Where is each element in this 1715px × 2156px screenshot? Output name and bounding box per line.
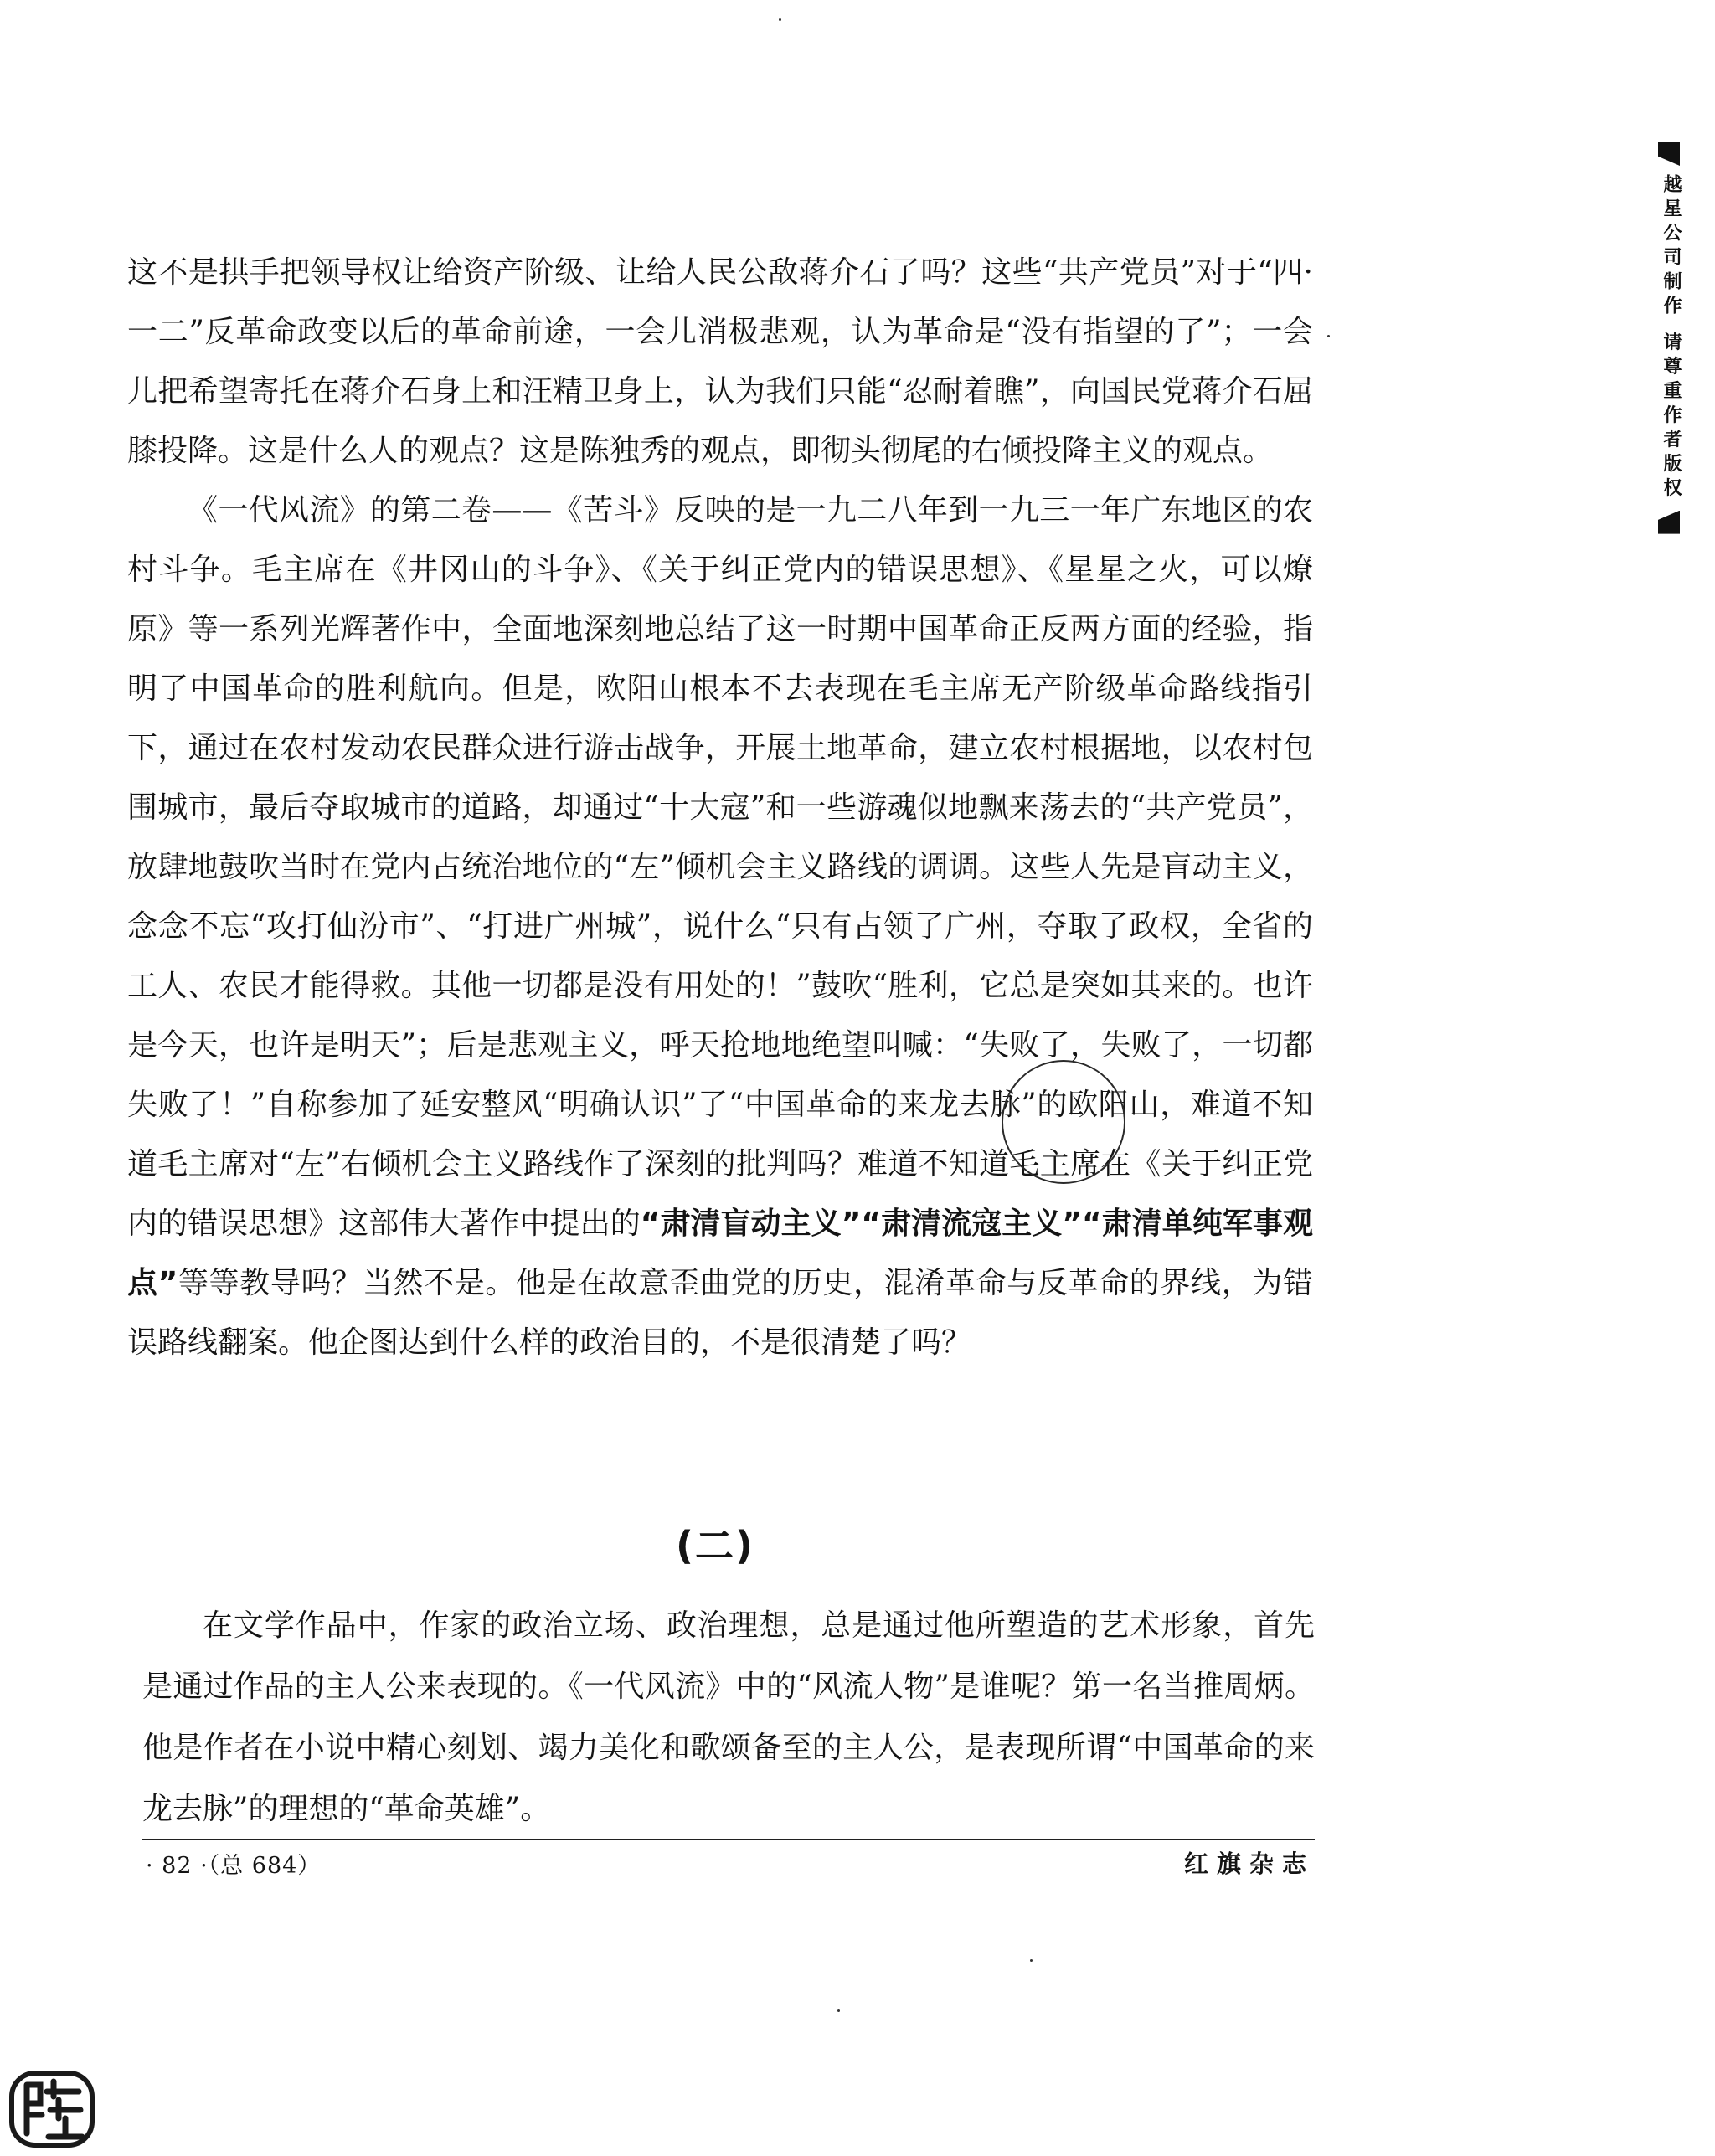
paragraph-1 [127, 243, 1313, 481]
copyright-side-strip [1653, 142, 1697, 534]
footer-divider [142, 1839, 1315, 1840]
paragraph-2-text-a: 《一代风流》的第二卷——《苦斗》反映的是一九二八年到一九三一年广东地区的农村斗争。毛主席在《井冈山的斗争》、《关于纠正党内的错误思想》、《星星之火，可以燎原》等一系列光辉著作中，全面地深刻地总结了这一时期中国革命正反两方面的经验，指明了中国革命的胜利航向。但是，欧阳山根本不去表现在毛主席无产阶级革命路线指引下，通过在农村发动农民群众进行游击战争，开展土地革命，建立农村根据地，以农村包围城市，最后夺取城市的道路，却通过“十大寇”和一些游魂似地飘来荡去的“共产党员”，放肆地鼓吹当时在党内占统治地位的“左”倾机会主义路线的调调。这些人先是盲动主义，念念不忘“攻打仙汾市”、“打进广州城”，说什么“只有占领了广州，夺取了政权，全省的工人、农民才能得救。其他一切都是没有用处的！”鼓吹“胜利，它总是突如其来的。也许是今天，也许是明天”；后是悲观主义，呼天抢地地绝望叫喊：“失败了，失败了，一切都失败了！”自称参加了延安整风“明确认识”了“中国革命的来龙去脉”的欧阳山，难道不知道毛主席对“左”右倾机会主义路线作了深刻的批判吗？难道不知道毛主席在《关于纠正党内的错误思想》这部伟大著作中提出的 [127, 493, 1313, 1241]
paragraph-3 [142, 1595, 1315, 1840]
body-text-section-2 [142, 1595, 1315, 1840]
strip-bottom-bar [1658, 511, 1680, 534]
scan-speck [837, 2009, 840, 2012]
page-number: · 82 ·（总 684） [146, 1853, 322, 1879]
strip-top-bar [1658, 142, 1680, 166]
copyright-notice: 越星公司制作 请尊重作者版权 [1661, 174, 1682, 502]
paragraph-1-text: 这不是拱手把领导权让给资产阶级、让给人民公敌蒋介石了吗？这些“共产党员”对于“四·一二”反革命政变以后的革命前途，一会儿消极悲观，认为革命是“没有指望的了”；一会儿把希望寄托在蒋介石身上和汪精卫身上，认为我们只能“忍耐着瞧”，向国民党蒋介石屈膝投降。这是什么人的观点？这是陈独秀的观点，即彻头彻尾的右倾投降主义的观点。 [127, 255, 1313, 468]
handwritten-circle-mark [1002, 1060, 1125, 1184]
scan-speck [1327, 335, 1330, 337]
journal-name: 红旗杂志 [1183, 1850, 1315, 1878]
paragraph-2-text-b: 等等教导吗？当然不是。他是在故意歪曲党的历史，混淆革命与反革命的界线，为错误路线翻案。他企图达到什么样的政治目的，不是很清楚了吗？ [127, 1266, 1313, 1360]
section-heading: (二) [675, 1523, 755, 1568]
body-text-section-1 [127, 243, 1313, 1372]
paragraph-2-bold-quote: “肃清盲动主义”“肃清流寇主义”“肃清单纯军事观点” [127, 1207, 1313, 1300]
paragraph-3-text: 在文学作品中，作家的政治立场、政治理想，总是通过他所塑造的艺术形象，首先是通过作品的主人公来表现的。《一代风流》中的“风流人物”是谁呢？第一名当推周炳。他是作者在小说中精心刻划、竭力美化和歌颂备至的主人公，是表现所谓“中国革命的来龙去脉”的理想的“革命英雄”。 [142, 1608, 1315, 1826]
seal-stamp-icon [7, 2066, 99, 2150]
paragraph-2 [127, 481, 1313, 1372]
scan-speck [779, 18, 781, 21]
scan-speck [1030, 1959, 1033, 1962]
